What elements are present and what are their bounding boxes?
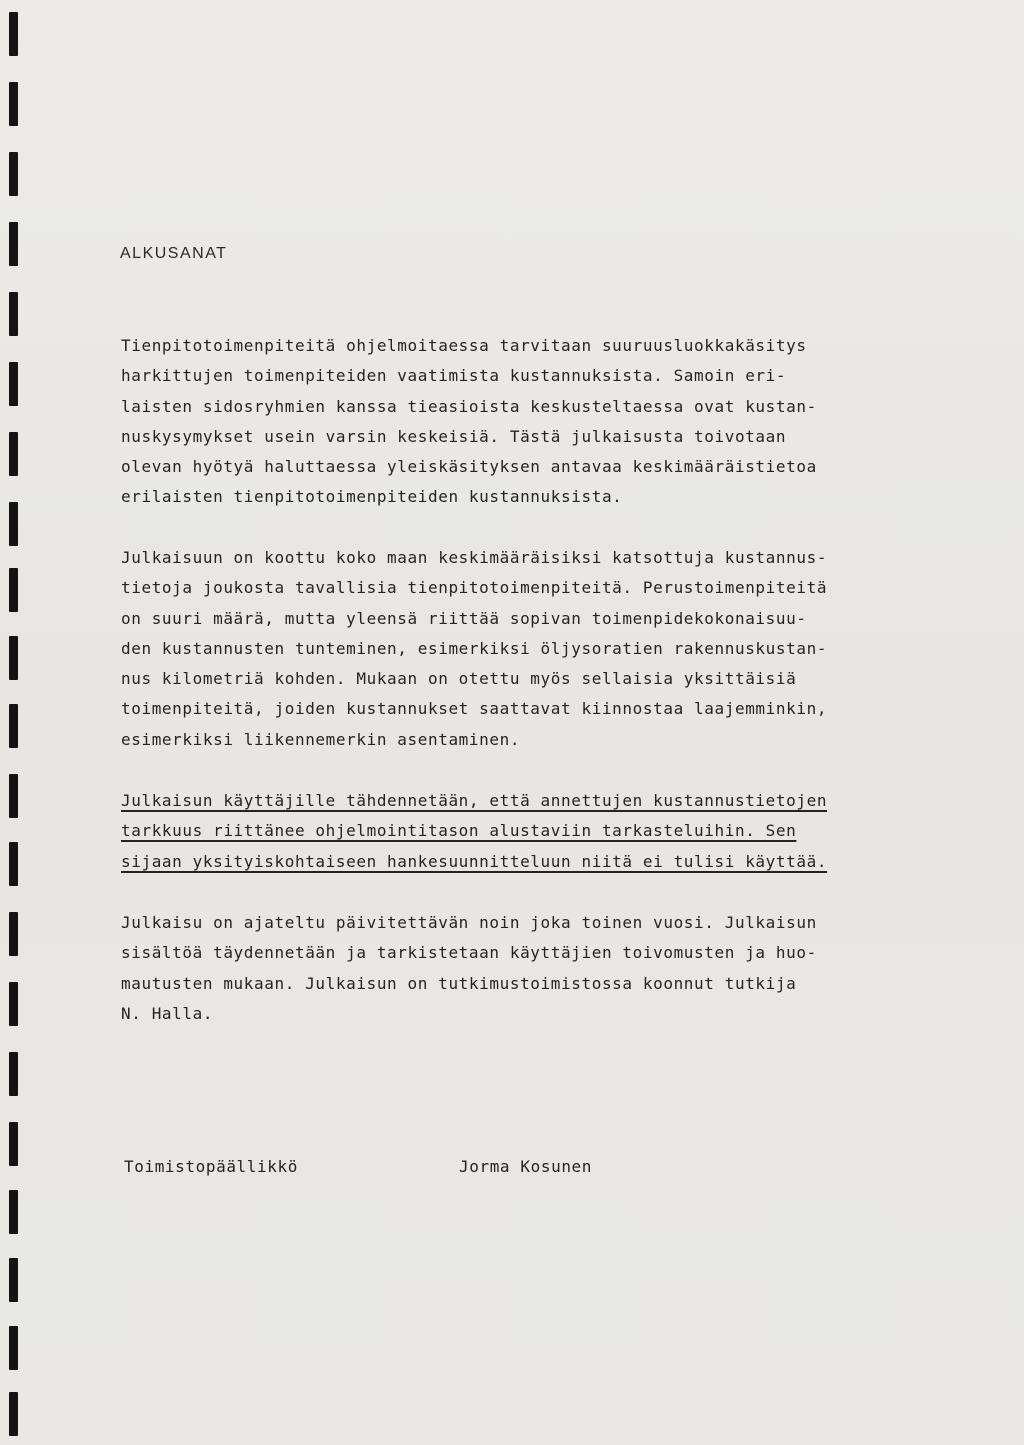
binding-hole	[9, 704, 18, 748]
binding-hole	[9, 1052, 18, 1096]
text-line: erilaisten tienpitotoimenpiteiden kustannuksista.	[121, 487, 623, 507]
binding-hole	[9, 432, 18, 476]
text-line: sisältöä täydennetään ja tarkistetaan käyttäjien toivomusten ja huo-	[121, 943, 817, 963]
text-line: on suuri määrä, mutta yleensä riittää sopivan toimenpidekokonaisuu-	[121, 608, 807, 628]
binding-holes	[0, 0, 40, 1445]
text-line: olevan hyötyä haluttaessa yleiskäsityksen antavaa keskimääräistietoa	[121, 457, 817, 477]
binding-hole	[9, 82, 18, 126]
paragraph-1	[121, 331, 991, 513]
binding-hole	[9, 152, 18, 196]
signature-name: Jorma Kosunen	[459, 1157, 593, 1176]
binding-hole	[9, 842, 18, 886]
text-line: laisten sidosryhmien kanssa tieasioista keskusteltaessa ovat kustan-	[121, 396, 817, 416]
binding-hole	[9, 774, 18, 818]
binding-hole	[9, 1326, 18, 1370]
paragraph-2	[121, 543, 991, 755]
page-heading: ALKUSANAT	[120, 245, 228, 262]
text-line: tarkkuus riittänee ohjelmointitason alustaviin tarkasteluihin. Sen	[121, 821, 797, 841]
text-line: harkittujen toimenpiteiden vaatimista kustannuksista. Samoin eri-	[121, 366, 787, 386]
text-line: mautusten mukaan. Julkaisun on tutkimustoimistossa koonnut tutkija	[121, 973, 797, 993]
binding-hole	[9, 362, 18, 406]
text-line: Julkaisuun on koottu koko maan keskimääräisiksi katsottuja kustannus-	[121, 548, 828, 567]
binding-hole	[9, 1258, 18, 1302]
binding-hole	[9, 982, 18, 1026]
paragraph-3-underlined	[121, 786, 991, 877]
text-line: Julkaisu on ajateltu päivitettävän noin joka toinen vuosi. Julkaisun	[121, 913, 817, 932]
binding-hole	[9, 12, 18, 56]
binding-hole	[9, 292, 18, 336]
binding-hole	[9, 568, 18, 612]
text-line: esimerkiksi liikennemerkin asentaminen.	[121, 729, 521, 749]
text-line: Julkaisun käyttäjille tähdennetään, että annettujen kustannustietojen	[121, 791, 828, 810]
text-line: tietoja joukosta tavallisia tienpitotoimenpiteitä. Perustoimenpiteitä	[121, 578, 828, 598]
text-line: Tienpitotoimenpiteitä ohjelmoitaessa tarvitaan suuruusluokkakäsitys	[121, 336, 807, 355]
binding-hole	[9, 912, 18, 956]
text-line: nuskysymykset usein varsin keskeisiä. Tästä julkaisusta toivotaan	[121, 426, 787, 446]
signature-title: Toimistopäällikkö	[124, 1157, 298, 1176]
binding-hole	[9, 1392, 18, 1436]
binding-hole	[9, 222, 18, 266]
paragraph-4	[121, 908, 991, 1029]
binding-hole	[9, 502, 18, 546]
text-line: toimenpiteitä, joiden kustannukset saattavat kiinnostaa laajemminkin,	[121, 699, 828, 719]
text-line: den kustannusten tunteminen, esimerkiksi öljysoratien rakennuskustan-	[121, 638, 828, 658]
text-line: N. Halla.	[121, 1003, 214, 1023]
text-line: sijaan yksityiskohtaiseen hankesuunnitteluun niitä ei tulisi käyttää.	[121, 851, 828, 871]
binding-hole	[9, 1190, 18, 1234]
binding-hole	[9, 1122, 18, 1166]
text-line: nus kilometriä kohden. Mukaan on otettu myös sellaisia yksittäisiä	[121, 669, 797, 689]
binding-hole	[9, 636, 18, 680]
